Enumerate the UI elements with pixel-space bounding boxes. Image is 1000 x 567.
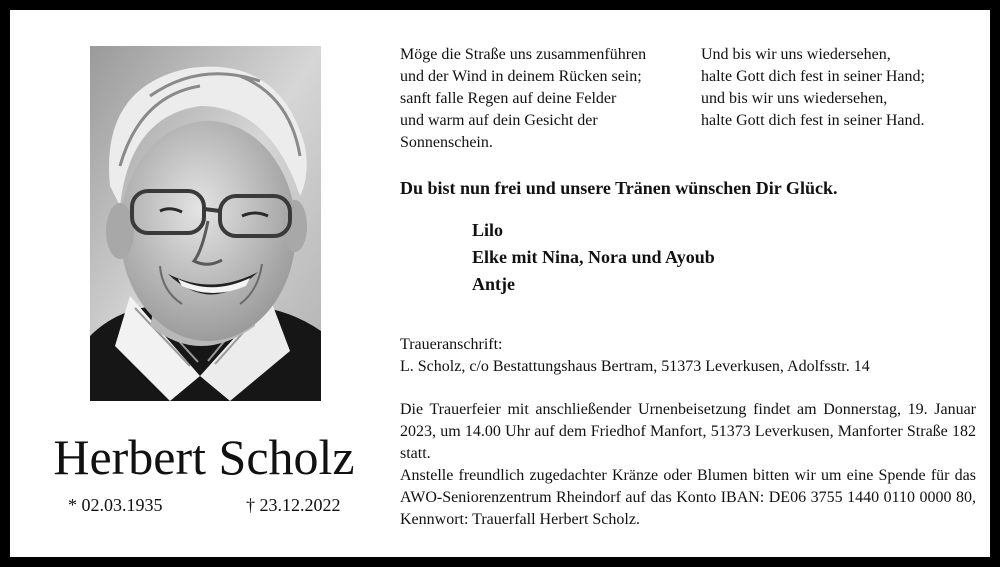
birth-date: * 02.03.1935 [68, 495, 163, 515]
portrait-photo [90, 46, 321, 401]
mourner-name: Antje [472, 274, 515, 294]
address-line: L. Scholz, c/o Bestattungshaus Bertram, 51373 Leverkusen, Adolfsstr. 14 [400, 358, 870, 375]
death-date: † 23.12.2022 [246, 495, 341, 515]
poem-verse-right: Und bis wir uns wiedersehen, halte Gott dich fest in seiner Hand; und bis wir uns wiedersehen, halte Gott dich fest in seiner Hand. [701, 46, 925, 129]
address-label: Traueranschrift: [400, 336, 503, 353]
donation-text: Anstelle freundlich zugedachter Kränze oder Blumen bitten wir um eine Spende für das AWO-Seniorenzentrum Rheindorf auf das Konto IBAN: DE06 3755 1440 0110 0000 80, Kennwort: Trauerfall Herbert Scholz. [400, 467, 976, 528]
poem-verse-left: Möge die Straße uns zusammenführen und der Wind in deinem Rücken sein; sanft falle Regen auf deine Felder und warm auf dein Gesicht der Sonnenschein. [400, 46, 647, 151]
ceremony-text: Die Trauerfeier mit anschließender Urnenbeisetzung findet am Donnerstag, 19. Januar 2023, um 14.00 Uhr auf dem Friedhof Manfort, 51373 Leverkusen, Manforter Straße 182 statt. [400, 401, 976, 462]
motto-line: Du bist nun frei und unsere Tränen wünschen Dir Glück. [400, 178, 838, 198]
mourners-list [472, 217, 715, 298]
mourner-name: Lilo [472, 220, 504, 240]
deceased-name: Herbert Scholz [53, 429, 355, 485]
portrait-image [90, 46, 321, 401]
mourner-name: Elke mit Nina, Nora und Ayoub [472, 247, 715, 267]
ceremony-info [400, 399, 976, 531]
